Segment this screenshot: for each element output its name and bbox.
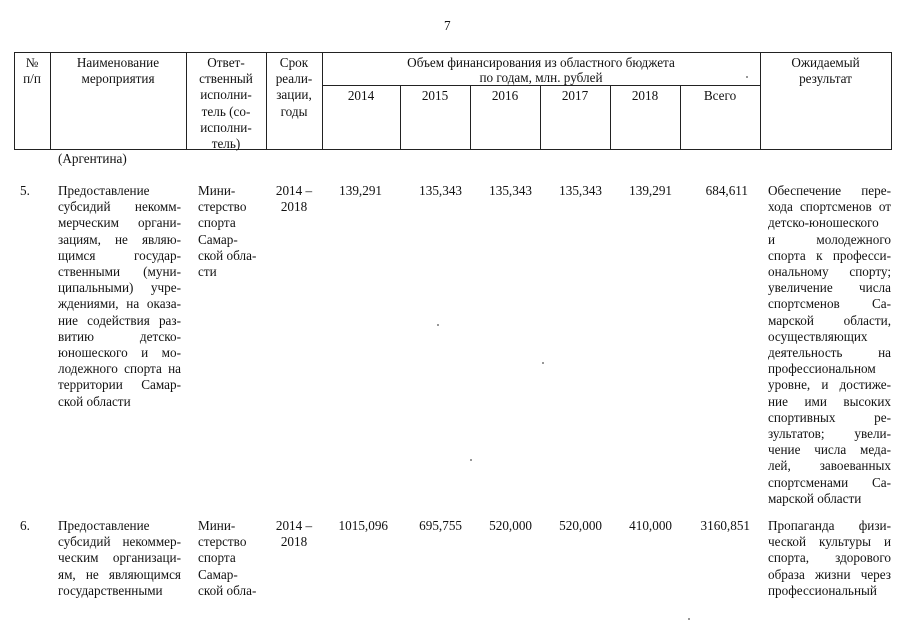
- row-responsible: Мини- стерство спорта Самар- ской обла-: [198, 518, 257, 598]
- scan-speck: [542, 362, 544, 364]
- scan-speck: [470, 459, 472, 461]
- col-border: [891, 52, 892, 150]
- header-name: Наименование мероприятия: [76, 55, 160, 87]
- row-value-2016: 135,343: [489, 183, 532, 198]
- row-value-2015: 695,755: [419, 518, 462, 533]
- page-number: 7: [444, 18, 451, 33]
- row-name: Предоставление субсидий некомм- мерческим органи- зациям, не являю- щимся государ- ственными (муни- ципальными) учре- ждениями, на оказа- ние содействия раз- витию детско- юношеского и мо- лодежного спорта на территории Самар- ской области: [58, 183, 181, 409]
- row-value-total: 684,611: [705, 183, 748, 198]
- header-funding-subtitle: по годам, млн. рублей: [479, 70, 603, 85]
- scan-speck: [746, 76, 748, 78]
- header-result: Ожидаемый результат: [791, 55, 860, 87]
- row-value-2018: 410,000: [629, 518, 672, 533]
- row-number: 6.: [20, 518, 30, 533]
- header-total: Всего: [703, 88, 737, 103]
- row-name: Предоставление субсидий некоммер- ческим организаци- ям, не являющимся государственными: [58, 518, 181, 598]
- row-value-2014: 139,291: [339, 183, 382, 198]
- scan-speck: [437, 324, 439, 326]
- continuation-text: (Аргентина): [58, 151, 127, 166]
- scan-speck: [688, 618, 690, 620]
- row-value-2018: 139,291: [629, 183, 672, 198]
- header-year-2014: 2014: [347, 88, 375, 103]
- row-value-2017: 135,343: [559, 183, 602, 198]
- row-responsible: Мини- стерство спорта Самар- ской обла- сти: [198, 183, 257, 280]
- header-year-2017: 2017: [561, 88, 589, 103]
- row-result: Пропаганда физи- ческой культуры и спорта, здорового образа жизни через профессиональный: [768, 518, 891, 598]
- header-term: Срок реали- зации, годы: [275, 55, 313, 119]
- row-result: Обеспечение пере- хода спортсменов от детско-юношеского и молодежного спорта к професси- ональному спорту; увеличение числа спортсменов Са- марской области, осуществляющих деятельность на профессиональном уровне, и достиже- ние ими высоких спортивных ре- зультатов; увели- чение числа меда- лей, завоеванных спортсменами Са- марской области: [768, 183, 891, 506]
- row-value-2015: 135,343: [419, 183, 462, 198]
- row-value-2014: 1015,096: [338, 518, 388, 533]
- row-number: 5.: [20, 183, 30, 198]
- header-year-2015: 2015: [421, 88, 449, 103]
- header-responsible: Ответ- ственный исполни- тель (со- исполни- тель): [199, 55, 253, 152]
- row-term: 2014 – 2018: [275, 183, 313, 215]
- row-value-total: 3160,851: [700, 518, 750, 533]
- row-term: 2014 – 2018: [275, 518, 313, 550]
- header-funding-title: Объем финансирования из областного бюджета: [407, 55, 675, 70]
- header-year-2018: 2018: [631, 88, 659, 103]
- header-year-2016: 2016: [491, 88, 519, 103]
- row-value-2016: 520,000: [489, 518, 532, 533]
- row-value-2017: 520,000: [559, 518, 602, 533]
- header-number: № п/п: [23, 55, 41, 87]
